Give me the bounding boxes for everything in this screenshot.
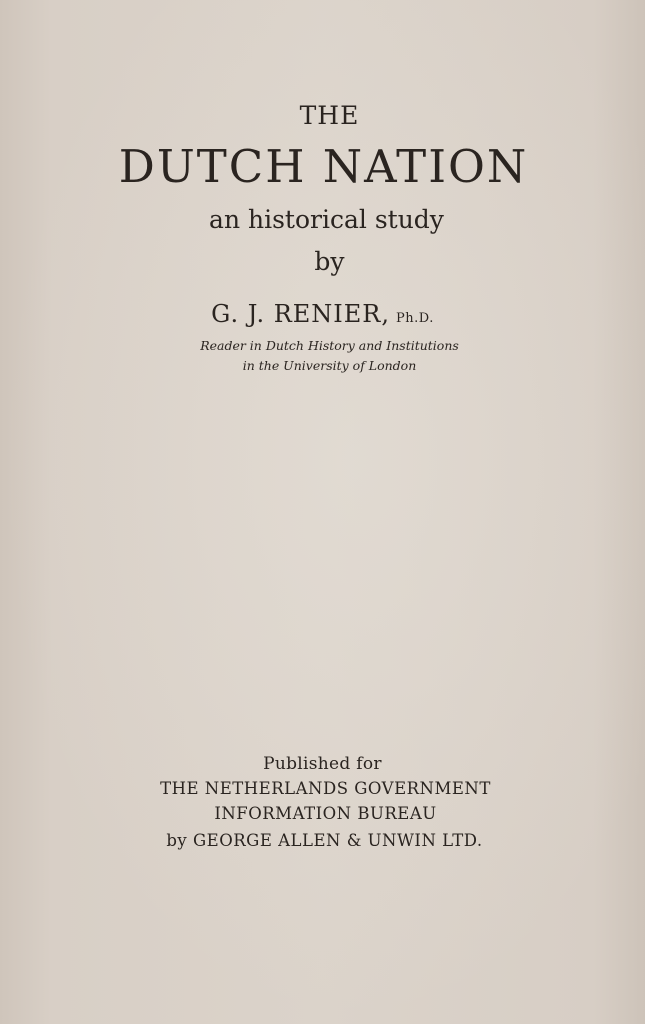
publisher-org-line-2: INFORMATION BUREAU bbox=[214, 804, 437, 823]
publisher-name: by GEORGE ALLEN & UNWIN LTD. bbox=[166, 831, 483, 850]
author-affiliation-line-2: in the University of London bbox=[242, 358, 417, 373]
publisher-intro: Published for bbox=[263, 754, 382, 774]
publisher-org-line-1: THE NETHERLANDS GOVERNMENT bbox=[160, 779, 491, 798]
book-title: DUTCH NATION bbox=[118, 140, 529, 193]
by-line: by bbox=[314, 247, 345, 276]
book-subtitle: an historical study bbox=[209, 205, 444, 234]
author-affiliation-line-1: Reader in Dutch History and Institutions bbox=[200, 338, 459, 353]
author-degree: Ph.D. bbox=[396, 311, 434, 326]
title-prefix: THE bbox=[299, 101, 360, 130]
author-name: G. J. RENIER, bbox=[211, 300, 391, 328]
author-line bbox=[0, 300, 645, 328]
